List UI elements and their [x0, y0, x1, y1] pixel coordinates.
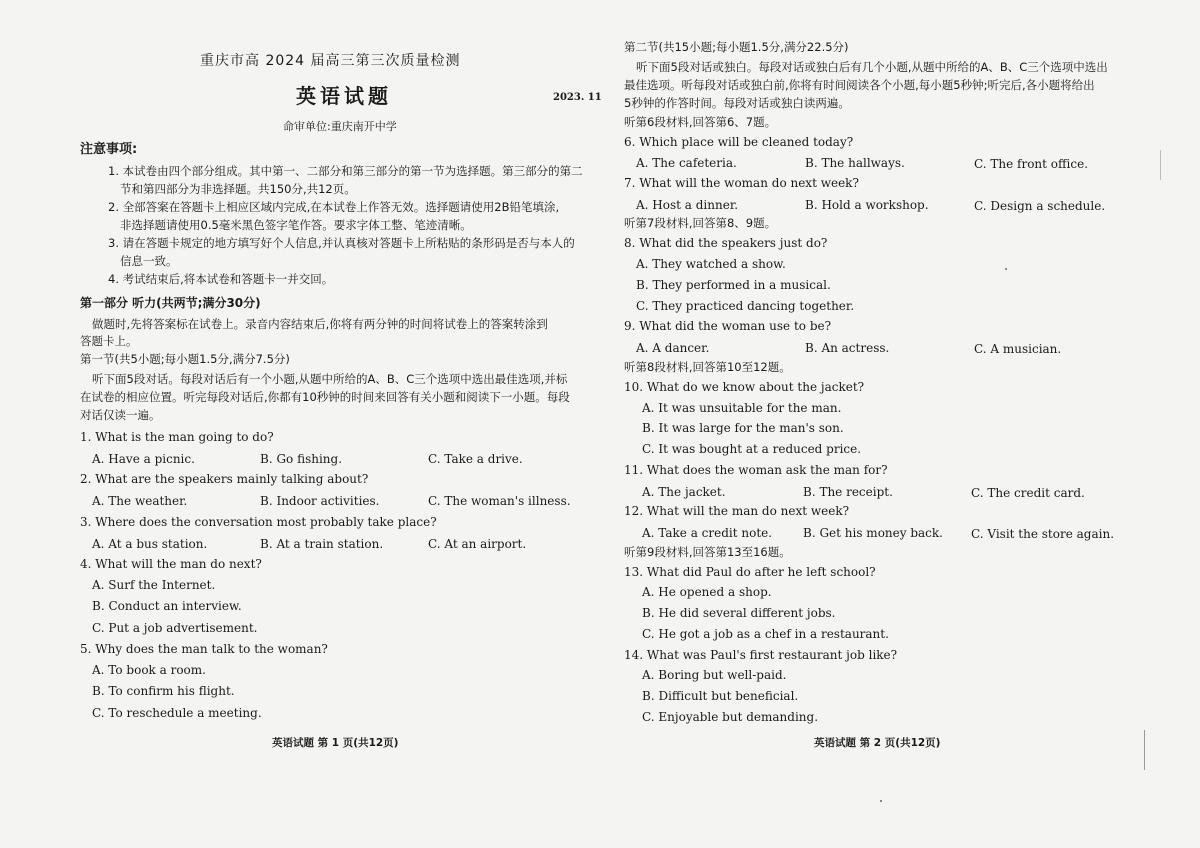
option-a: A. It was unsuitable for the man. — [642, 401, 842, 415]
option-a: A. Surf the Internet. — [92, 578, 216, 592]
question-4: 4. What will the man do next? — [80, 557, 262, 571]
scan-speck — [1005, 268, 1007, 270]
option-c: C. Take a drive. — [428, 452, 523, 466]
option-a: A. They watched a show. — [636, 257, 786, 271]
question-3: 3. Where does the conversation most probably take place? — [80, 515, 437, 529]
option-a: A. Boring but well-paid. — [642, 668, 787, 682]
option-b: B. At a train station. — [260, 537, 384, 551]
note-line: 节和第四部分为非选择题。共150分,共12页。 — [120, 182, 356, 196]
question-10: 10. What do we know about the jacket? — [624, 380, 865, 394]
option-b: B. Conduct an interview. — [92, 599, 242, 613]
option-b: B. Hold a workshop. — [805, 198, 929, 212]
question-9: 9. What did the woman use to be? — [624, 319, 832, 333]
option-c: C. The credit card. — [971, 486, 1085, 500]
part1-title: 第一部分 听力(共两节;满分30分) — [80, 296, 261, 310]
question-1: 1. What is the man going to do? — [80, 430, 274, 444]
segment-label: 听第7段材料,回答第8、9题。 — [624, 216, 777, 230]
option-b: B. It was large for the man's son. — [642, 421, 844, 435]
section2-intro: 5秒钟的作答时间。每段对话或独白读两遍。 — [624, 96, 850, 110]
option-a: A. The cafeteria. — [636, 156, 737, 170]
section2-title: 第二节(共15小题;每小题1.5分,满分22.5分) — [624, 40, 849, 54]
note-line: 2. 全部答案在答题卡上相应区域内完成,在本试卷上作答无效。选择题请使用2B铅笔填涂, — [108, 200, 560, 214]
option-c: C. To reschedule a meeting. — [92, 706, 262, 720]
setter-unit: 命审单位:重庆南开中学 — [283, 120, 397, 133]
question-8: 8. What did the speakers just do? — [624, 236, 828, 250]
option-b: B. To confirm his flight. — [92, 684, 235, 698]
option-a: A. The weather. — [92, 494, 188, 508]
option-b: B. Indoor activities. — [260, 494, 380, 508]
option-b: B. The receipt. — [803, 485, 893, 499]
note-line: 4. 考试结束后,将本试卷和答题卡一并交回。 — [108, 272, 334, 286]
question-7: 7. What will the woman do next week? — [624, 176, 859, 190]
option-b: B. An actress. — [805, 341, 890, 355]
question-5: 5. Why does the man talk to the woman? — [80, 642, 328, 656]
page-footer-right: 英语试题 第 2 页(共12页) — [814, 737, 941, 749]
scan-mark — [1160, 150, 1161, 180]
segment-label: 听第8段材料,回答第10至12题。 — [624, 360, 791, 374]
option-b: B. Go fishing. — [260, 452, 343, 466]
note-line: 1. 本试卷由四个部分组成。其中第一、二部分和第三部分的第一节为选择题。第三部分的第二 — [108, 164, 583, 178]
scan-mark — [1144, 730, 1145, 770]
option-b: B. Difficult but beneficial. — [642, 689, 799, 703]
option-a: A. Have a picnic. — [92, 452, 195, 466]
option-b: B. He did several different jobs. — [642, 606, 836, 620]
option-c: C. They practiced dancing together. — [636, 299, 855, 313]
option-c: C. A musician. — [974, 342, 1062, 356]
option-a: A. Take a credit note. — [642, 526, 773, 540]
scan-speck — [880, 800, 882, 802]
section1-intro: 在试卷的相应位置。听完每段对话后,你都有10秒钟的时间来回答有关小题和阅读下一小题。每段 — [80, 390, 570, 404]
option-c: C. It was bought at a reduced price. — [642, 442, 862, 456]
exam-name: 重庆市高 2024 届高三第三次质量检测 — [200, 53, 461, 69]
option-a: A. To book a room. — [92, 663, 206, 677]
section1-intro: 对话仅读一遍。 — [80, 408, 161, 422]
option-a: A. Host a dinner. — [636, 198, 739, 212]
option-a: A. The jacket. — [642, 485, 726, 499]
question-6: 6. Which place will be cleaned today? — [624, 135, 854, 149]
notes-title: 注意事项: — [80, 142, 138, 157]
option-c: C. The woman's illness. — [428, 494, 571, 508]
question-11: 11. What does the woman ask the man for? — [624, 463, 888, 477]
segment-label: 听第9段材料,回答第13至16题。 — [624, 545, 791, 559]
option-c: C. Visit the store again. — [971, 527, 1115, 541]
option-a: A. At a bus station. — [92, 537, 208, 551]
part1-intro: 做题时,先将答案标在试卷上。录音内容结束后,你将有两分钟的时间将试卷上的答案转涂到 — [92, 317, 548, 331]
question-12: 12. What will the man do next week? — [624, 504, 850, 518]
section1-intro: 听下面5段对话。每段对话后有一个小题,从题中所给的A、B、C三个选项中选出最佳选项,并标 — [92, 372, 568, 386]
question-2: 2. What are the speakers mainly talking about? — [80, 472, 369, 486]
section2-intro: 最佳选项。听每段对话或独白前,你将有时间阅读各个小题,每小题5秒钟;听完后,各小题将给出 — [624, 78, 1095, 92]
option-c: C. Enjoyable but demanding. — [642, 710, 819, 724]
option-c: C. He got a job as a chef in a restaurant. — [642, 627, 889, 641]
option-b: B. They performed in a musical. — [636, 278, 831, 292]
option-c: C. Put a job advertisement. — [92, 621, 258, 635]
option-c: C. At an airport. — [428, 537, 527, 551]
option-c: C. The front office. — [974, 157, 1089, 171]
exam-date: 2023. 11 — [553, 92, 602, 103]
page-footer-left: 英语试题 第 1 页(共12页) — [272, 737, 399, 749]
part1-intro: 答题卡上。 — [80, 334, 138, 348]
option-b: B. The hallways. — [805, 156, 905, 170]
subject-title: 英语试题 — [296, 84, 392, 108]
note-line: 非选择题请使用0.5毫米黑色签字笔作答。要求字体工整、笔迹清晰。 — [120, 218, 472, 232]
option-a: A. A dancer. — [636, 341, 710, 355]
segment-label: 听第6段材料,回答第6、7题。 — [624, 115, 777, 129]
note-line: 信息一致。 — [120, 254, 178, 268]
question-14: 14. What was Paul's first restaurant job like? — [624, 648, 898, 662]
option-b: B. Get his money back. — [803, 526, 943, 540]
question-13: 13. What did Paul do after he left school? — [624, 565, 876, 579]
section1-title: 第一节(共5小题;每小题1.5分,满分7.5分) — [80, 352, 290, 366]
section2-intro: 听下面5段对话或独白。每段对话或独白后有几个小题,从题中所给的A、B、C三个选项中选出 — [636, 60, 1108, 74]
note-line: 3. 请在答题卡规定的地方填写好个人信息,并认真核对答题卡上所粘贴的条形码是否与本人的 — [108, 236, 575, 250]
option-c: C. Design a schedule. — [974, 199, 1106, 213]
option-a: A. He opened a shop. — [642, 585, 772, 599]
